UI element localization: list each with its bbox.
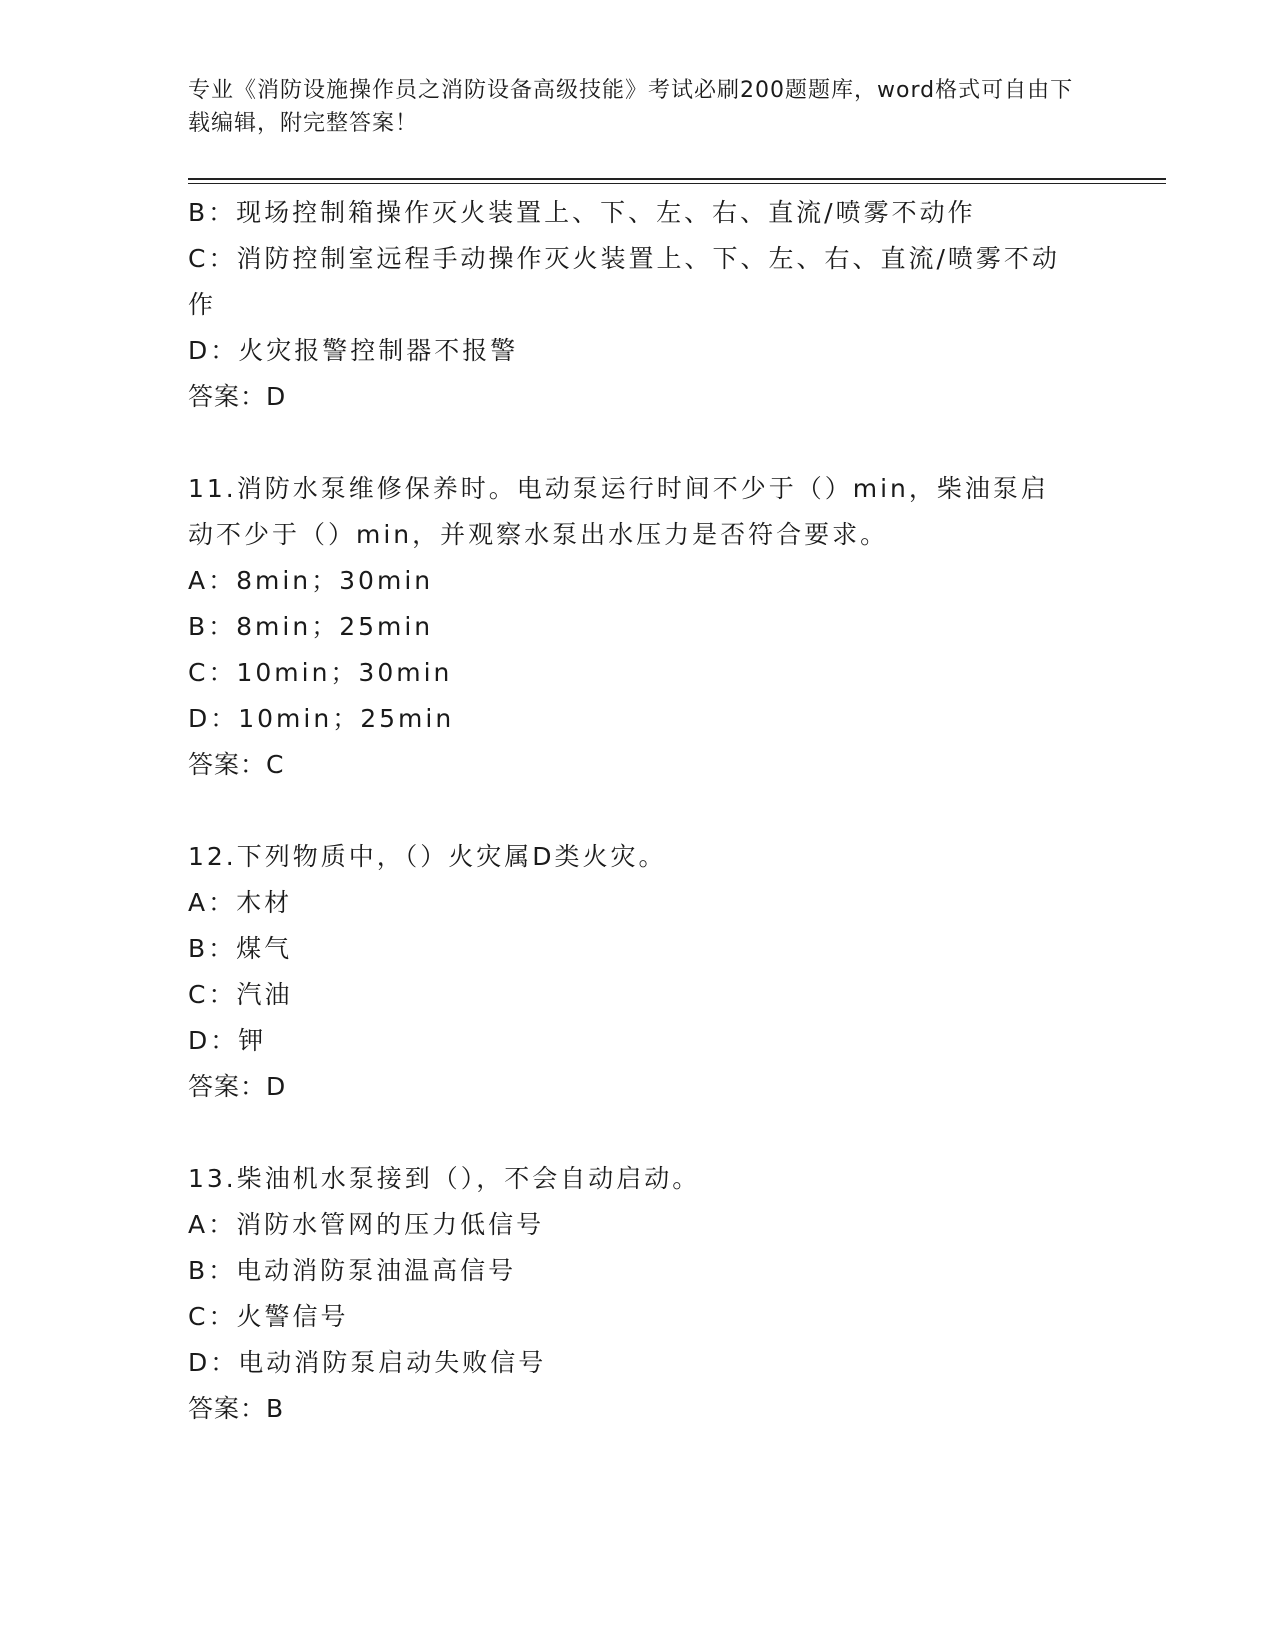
question-block-11 xyxy=(188,466,1068,788)
option-a: A：消防水管网的压力低信号 xyxy=(188,1210,545,1239)
option-b: B：现场控制箱操作灭火装置上、下、左、右、直流/喷雾不动作 xyxy=(188,198,976,227)
option-b: B：电动消防泵油温高信号 xyxy=(188,1256,517,1285)
option-c: C：消防控制室远程手动操作灭火装置上、下、左、右、直流/喷雾不动作 xyxy=(188,244,1060,319)
question-title: 12.下列物质中，（）火灾属D类火灾。 xyxy=(188,842,667,871)
question-title: 13.柴油机水泵接到（），不会自动启动。 xyxy=(188,1164,701,1193)
question-block-13 xyxy=(188,1156,1068,1432)
document-header: 专业《消防设施操作员之消防设备高级技能》考试必刷200题题库，word格式可自由下载编辑，附完整答案！ xyxy=(188,78,1074,136)
option-c: C：汽油 xyxy=(188,980,293,1009)
question-block-10 xyxy=(188,190,1068,420)
option-d: D：电动消防泵启动失败信号 xyxy=(188,1348,547,1377)
answer-line: 答案：B xyxy=(188,1394,285,1423)
option-c: C：火警信号 xyxy=(188,1302,349,1331)
question-block-12 xyxy=(188,834,1068,1110)
option-b: B：煤气 xyxy=(188,934,293,963)
option-d: D：10min；25min xyxy=(188,704,455,733)
answer-line: 答案：D xyxy=(188,382,287,411)
option-d: D：钾 xyxy=(188,1026,267,1055)
option-c: C：10min；30min xyxy=(188,658,453,687)
question-title: 11.消防水泵维修保养时。电动泵运行时间不少于（）min，柴油泵启动不少于（）min，并观察水泵出水压力是否符合要求。 xyxy=(188,474,1049,549)
answer-line: 答案：D xyxy=(188,1072,287,1101)
header-divider xyxy=(188,178,1166,184)
option-a: A：木材 xyxy=(188,888,293,917)
option-b: B：8min；25min xyxy=(188,612,434,641)
answer-line: 答案：C xyxy=(188,750,285,779)
option-a: A：8min；30min xyxy=(188,566,434,595)
document-body xyxy=(188,190,1068,1432)
option-d: D：火灾报警控制器不报警 xyxy=(188,336,519,365)
